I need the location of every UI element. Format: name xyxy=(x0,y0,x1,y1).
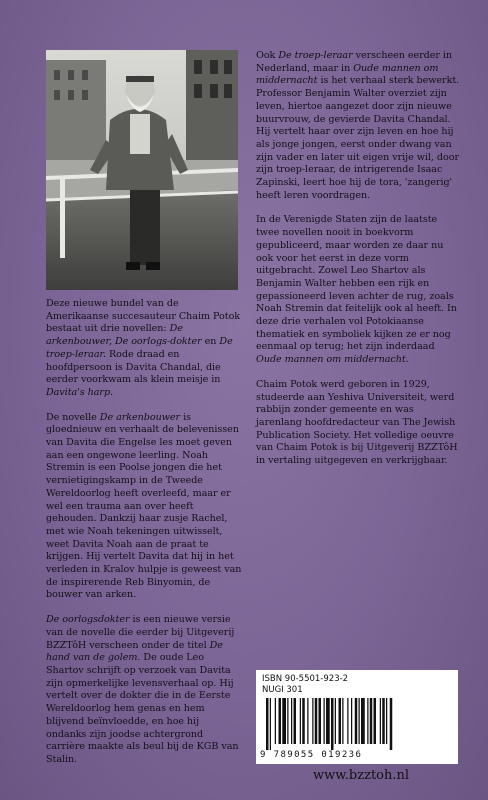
barcode-bar xyxy=(319,698,322,744)
barcode-bar xyxy=(335,698,336,744)
publication-paragraph xyxy=(256,214,460,366)
title-hand-van-de-golem: De hand van de golem. xyxy=(46,639,223,664)
barcode-bar xyxy=(374,698,377,744)
intro-paragraph xyxy=(46,298,242,400)
author-photo-image xyxy=(46,50,238,290)
intro-text-and: en xyxy=(201,336,220,348)
barcode-bar xyxy=(312,698,313,744)
barcode-bar xyxy=(326,698,330,744)
barcode-bar xyxy=(302,698,305,744)
barcode-bar xyxy=(370,698,373,744)
barcode-bar xyxy=(386,698,387,744)
arkenbouwer-paragraph xyxy=(46,412,242,603)
troep-leraar-text-lead: Ook xyxy=(256,50,279,61)
title-oude-mannen-2: Oude mannen om middernacht. xyxy=(256,354,409,366)
title-oude-mannen: Oude mannen om middernacht xyxy=(256,62,439,87)
title-troep-leraar-2: De troep-leraar xyxy=(278,50,353,61)
left-text-column xyxy=(46,298,242,767)
barcode-panel xyxy=(256,670,458,764)
barcode-bar xyxy=(294,698,297,744)
title-troep-leraar: De troep-leraar. xyxy=(46,336,233,360)
barcode-bar xyxy=(367,698,368,744)
barcode-bar xyxy=(315,698,318,744)
author-photo xyxy=(46,50,238,290)
barcode-bar xyxy=(275,698,276,744)
barcode-bar xyxy=(359,698,360,744)
barcode-bar xyxy=(342,698,343,744)
barcode-bar xyxy=(331,698,334,750)
title-oorlogsdokter: De oorlogsdokter xyxy=(46,614,130,626)
barcode-bar xyxy=(382,698,385,744)
barcode-bar xyxy=(287,698,288,744)
barcode-bar xyxy=(307,698,308,744)
barcode-bar xyxy=(291,698,292,744)
intro-text-2: Rode draad en hoofdpersoon is Davita Chandal, die eerder voorkwam als klein meisje in xyxy=(46,348,221,386)
author-bio-paragraph: Chaim Potok werd geboren in 1929, studeerde aan Yeshiva Universiteit, werd rabbijn zonder gemeente en was jarenlang hoofdredacteur van The Jewish Publication Society. Het volledige oeuvre van Chaim Potok is bij Uitgeverij BZZTôH in vertaling uitgegeven en verkrijgbaar. xyxy=(256,378,458,467)
oorlogsdokter-paragraph xyxy=(46,614,242,766)
arkenbouwer-text: is gloednieuw en verhaalt de belevenissen van Davita die Engelse les moet geven aan een ongewone leerling. Noah Stremin is een Poolse jongen die het vernietigingskamp in de Tweede Wereldoorlog heeft overleefd, maar er wel een trauma aan over heeft gehouden. Dankzij haar zusje Rachel, met wie Noah tekeningen uitwisselt, weet Davita Noah aan de praat te krijgen. Hij vertelt Davita dat hij in het verleden in Kralov hulpje is geweest van de inspirerende Reb Binyomin, de bouwer van arken. xyxy=(46,411,242,601)
barcode-bar xyxy=(380,698,381,744)
barcode-bar xyxy=(282,698,286,744)
barcode-bar xyxy=(324,698,325,744)
barcode-bar xyxy=(355,698,358,744)
barcode-bar xyxy=(339,698,342,744)
oorlogsdokter-text: is een nieuwe versie van de novelle die eerder bij Uitgeverij BZZTôH verscheen onder de titel xyxy=(46,614,235,651)
barcode-bar xyxy=(347,698,348,744)
nugi-label: NUGI 301 xyxy=(262,685,303,695)
arkenbouwer-text-lead: De novelle xyxy=(46,411,100,423)
barcode-number: 9 789055 019236 xyxy=(260,750,363,760)
troep-leraar-text: verscheen eerder in Nederland, maar in xyxy=(256,50,453,74)
intro-text: Deze nieuwe bundel van de Amerikaanse succesauteur Chaim Potok bestaat uit drie novellen: xyxy=(46,298,241,335)
isbn-label: ISBN 90-5501-923-2 xyxy=(262,674,349,684)
barcode-bar xyxy=(270,698,271,750)
publisher-website: www.bzztoh.nl xyxy=(312,768,410,783)
title-arkenbouwer-oorlogsdokter: De arkenbouwer, De oorlogs-dokter xyxy=(46,323,202,348)
barcode-bar xyxy=(390,698,393,750)
barcode-bar xyxy=(361,698,365,744)
barcode-bar xyxy=(266,698,269,750)
publication-text: In de Verenigde Staten zijn de laatste twee novellen nooit in boekvorm gepubliceerd, maar worden ze daar nu ook voor het eerst in deze vorm uitgebracht. Zowel Leo Shartov als Benjamin Walter hebben een rijk en gepassioneerd leven achter de rug, zoals Noah Stremin dat feitelijk ook al heeft. In deze drie verhalen vol Potokiaanse thematiek en symboliek kijken ze er nog eenmaal op terug; het zijn inderdaad xyxy=(256,214,457,353)
oorlogsdokter-text-2: De oude Leo Shartov schrijft op verzoek van Davita zijn opmerkelijke levensverhaal op. Hij vertelt over de dokter die in de Eerste Wereldoorlog hem genas en hem blijvend beïnvloedde, en hoe hij ondanks zijn joodse achtergrond carrière maakte als beul bij de KGB van Stalin. xyxy=(46,652,239,765)
title-davitas-harp: Davita's harp. xyxy=(46,386,114,398)
troep-leraar-paragraph xyxy=(256,50,460,202)
barcode-image xyxy=(264,698,450,750)
right-text-column xyxy=(256,50,460,468)
troep-leraar-text-2: is het verhaal sterk bewerkt. Professor Benjamin Walter overziet zijn leven, hiertoe aangezet door zijn nieuwe buurvrouw, de gevierde Davita Chandal. Hij vertelt haar over zijn leven en hoe hij als jonge jongen, eerst onder dwang van zijn vader en later uit eigen vrije wil, door zijn troep-leraar, de intrigerende Isaac Zapinski, leert hoe hij de tora, 'zangerig' heeft leren voordragen. xyxy=(256,75,460,201)
title-arkenbouwer: De arkenbouwer xyxy=(99,411,181,423)
barcode-bar xyxy=(351,698,352,744)
barcode-bar xyxy=(300,698,301,744)
barcode-bar xyxy=(279,698,282,744)
